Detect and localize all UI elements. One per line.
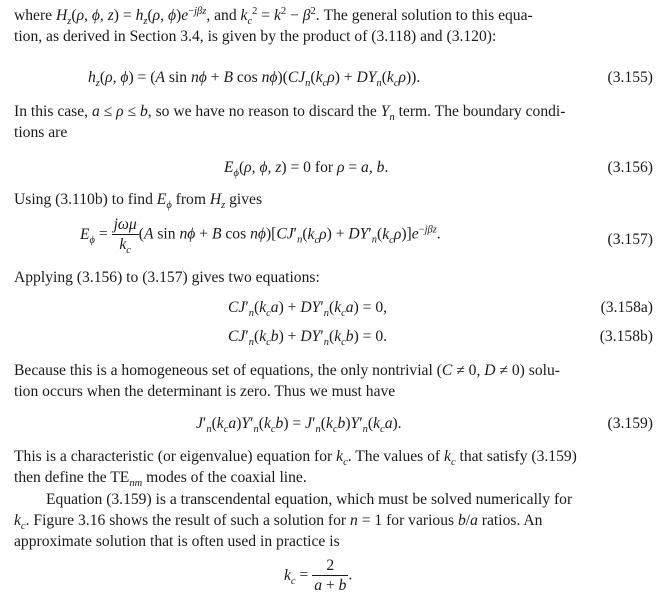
paragraph-3: Using (3.110b) to find $E_\phi$ from $H_z$ gives bbox=[14, 191, 263, 212]
equation-3-156: $E_\phi(\rho$, ϕ, z) = 0 for ρ = a, b. bbox=[224, 159, 389, 180]
paragraph-1-line-2: tion, as derived in Section 3.4, is given by the product of (3.118) and (3.120): bbox=[14, 28, 497, 45]
equation-number: (3.155) bbox=[607, 69, 653, 86]
paragraph-2-line-2: tions are bbox=[14, 124, 68, 141]
paragraph-7-line-1: Equation (3.159) is a transcendental equation, which must be solved numerically for bbox=[46, 491, 573, 508]
paragraph-6-line-1: This is a characteristic (or eigenvalue) equation for $k_c$. The values of $k_c$ that satisfy (3.159) bbox=[14, 448, 577, 469]
paragraph-7-line-3: approximate solution that is often used in practice is bbox=[14, 533, 340, 550]
paragraph-5-line-1: Because this is a homogeneous set of equations, the only nontrivial (C ≠ 0, D ≠ 0) solu- bbox=[14, 362, 560, 379]
equation-3-158b: $CJ'_n(k_cb) + DY'_n(k_cb) = 0$. bbox=[228, 328, 388, 349]
equation-3-158a: $CJ'_n(k_ca) + DY'_n(k_ca) = 0$, bbox=[228, 299, 388, 320]
paragraph-7-line-2: $k_c$. Figure 3.16 shows the result of such a solution for n = 1 for various b/a ratios. An bbox=[14, 512, 543, 533]
paragraph-6-line-2: then define the $TE_{nm}$ modes of the coaxial line. bbox=[14, 469, 307, 490]
equation-3-159: $J'_n(k_ca)Y'_n(k_cb) = J'_n(k_cb)Y'_n(k_ca)$. bbox=[196, 415, 402, 436]
equation-number: (3.156) bbox=[607, 159, 653, 176]
equation-approximation: $k_c$ = $\frac{2}{a + b}$ . bbox=[284, 557, 353, 595]
equation-number: (3.159) bbox=[607, 415, 653, 432]
paragraph-2-line-1: In this case, a ≤ ρ ≤ b, so we have no reason to discard the $Y_n$ term. The boundary condi- bbox=[14, 103, 566, 124]
equation-3-157: $E_\phi$ = $\frac{\text{jωμ}}{k_c}$ (A sin nϕ + B $\cos n\phi)[CJ'_n(k_c\rho) + DY'_n(k_c\rho)]e^{-j\beta z}$. bbox=[80, 216, 441, 257]
equation-number: (3.158b) bbox=[599, 328, 653, 345]
equation-3-155: $h_z(\rho$, ϕ) = (A sin nϕ + B $\cos n\phi)(CJ_n(k_c\rho) + DY_n(k_c\rho))$. bbox=[88, 69, 421, 90]
paragraph-1-line-1: where $H_z(\rho$, ϕ, $z) = h_z(\rho$, $\phi)e^{-j\beta z}$, and $k_c^2 = k^2 - \beta^2$. The general solution to this equa- bbox=[14, 5, 533, 28]
equation-number: (3.158a) bbox=[600, 299, 653, 316]
equation-number: (3.157) bbox=[607, 231, 653, 248]
paragraph-5-line-2: tion occurs when the determinant is zero. Thus we must have bbox=[14, 383, 396, 400]
paragraph-4: Applying (3.156) to (3.157) gives two equations: bbox=[14, 269, 320, 286]
